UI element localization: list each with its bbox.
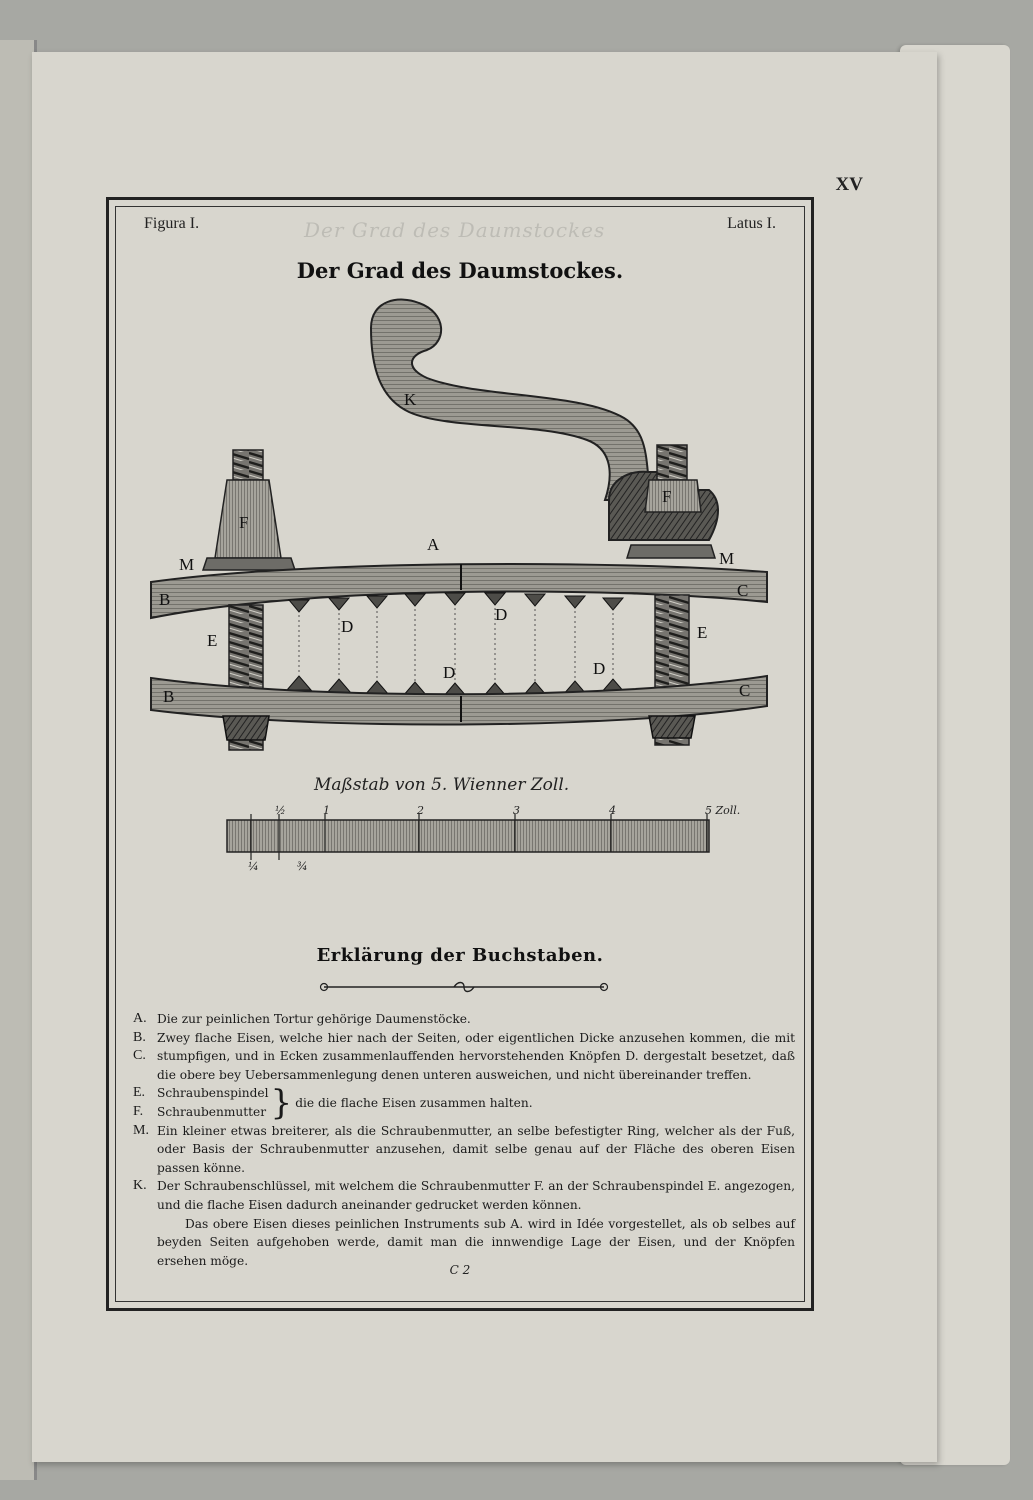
legend-key: A. bbox=[133, 1011, 147, 1026]
label-f-right: F bbox=[662, 487, 672, 506]
legend-text: Zwey flache Eisen, welche hier nach der Seiten, oder eigentlichen Dicke anzusehen kommen, die mit stumpfigen, und in Ecken zusammenlauffenden hervorstehenden Knöpfen D. dergestalt besetzet, daß die obere bey Uebersammenlegung denen unteren ausweichen, und nicht übereinander treffen. bbox=[157, 1030, 795, 1082]
legend-key: M. bbox=[133, 1122, 149, 1138]
label-c-lower: C bbox=[739, 681, 751, 700]
legend-item bbox=[133, 1029, 795, 1085]
legend-item bbox=[133, 1177, 795, 1214]
engraving-frame bbox=[106, 197, 814, 1311]
legend-text: Schraubenspindel bbox=[157, 1086, 269, 1101]
brace-glyph: } bbox=[270, 1082, 293, 1123]
legend-text: Der Schraubenschlüssel, mit welchem die Schraubenmutter F. an der Schraubenspindel E. angezogen, und die flache Eisen dadurch aneinander gedrucket werden können. bbox=[157, 1179, 795, 1212]
label-m-left: M bbox=[179, 555, 195, 574]
left-nut-collar bbox=[203, 558, 295, 570]
signature-mark: C 2 bbox=[449, 1263, 471, 1277]
legend-text: die die flache Eisen zusammen halten. bbox=[295, 1095, 533, 1110]
scale-caption: Maßstab von 5. Wienner Zoll. bbox=[314, 775, 570, 795]
scale-number: ½ bbox=[275, 804, 286, 817]
legend-heading: Erklärung der Buchstaben. bbox=[316, 945, 604, 966]
right-nut bbox=[645, 480, 701, 512]
scale-number: ¾ bbox=[297, 860, 308, 873]
label-d: D bbox=[443, 663, 456, 682]
label-d: D bbox=[341, 617, 354, 636]
show-through-text: Der Grad des Daumstockes bbox=[304, 218, 606, 242]
figure-label: Figura I. bbox=[144, 215, 200, 232]
scale-number: ¼ bbox=[248, 860, 259, 873]
legend-text: Die zur peinlichen Tortur gehörige Daumenstöcke. bbox=[157, 1012, 471, 1026]
scale-number: 3 bbox=[513, 804, 520, 817]
scale-bar bbox=[227, 820, 709, 852]
legend-item-ef bbox=[133, 1084, 795, 1121]
legend-text: Schraubenmutter bbox=[157, 1104, 267, 1119]
legend-key: F. bbox=[133, 1103, 144, 1119]
left-screw-top bbox=[233, 450, 263, 480]
right-foot bbox=[649, 716, 695, 738]
legend-note: Das obere Eisen dieses peinlichen Instruments sub A. wird in Idée vorgestellet, als ob selbes auf beyden Seiten aufgehoben werde, damit man die innwendige Lage der Eisen, und der Knöpfen ersehen möge. bbox=[157, 1216, 795, 1268]
legend-key: B. C. bbox=[133, 1029, 146, 1064]
label-a: A bbox=[427, 535, 440, 554]
plate-title: Der Grad des Daumstockes. bbox=[296, 258, 624, 283]
label-b-lower: B bbox=[163, 687, 175, 706]
legend-text: Ein kleiner etwas breiterer, als die Schraubenmutter, an selbe befestigter Ring, welcher als der Fuß, oder Basis der Schraubenmutter anzusehen, damit selbe genau auf der Fläche des oberen Eisen passen könne. bbox=[157, 1123, 795, 1175]
scale-number: 1 bbox=[323, 804, 330, 817]
scale-number: 2 bbox=[417, 804, 424, 817]
label-e-left: E bbox=[207, 631, 218, 650]
label-c-upper: C bbox=[737, 581, 749, 600]
plate-number: XV bbox=[835, 174, 863, 195]
scale-number: 5 Zoll. bbox=[705, 804, 741, 817]
legend-item bbox=[133, 1122, 795, 1178]
right-nut-collar bbox=[627, 545, 715, 558]
left-foot bbox=[223, 716, 269, 740]
knob-row bbox=[299, 593, 613, 683]
label-m-right: M bbox=[719, 549, 735, 568]
latus-label: Latus I. bbox=[727, 215, 776, 232]
legend-item bbox=[133, 1010, 795, 1029]
label-b-upper: B bbox=[159, 590, 171, 609]
legend-key: K. bbox=[133, 1178, 147, 1194]
right-screw-top bbox=[657, 445, 687, 480]
label-d: D bbox=[495, 605, 508, 624]
label-d: D bbox=[593, 659, 606, 678]
scale-number: 4 bbox=[609, 804, 616, 817]
label-e-right: E bbox=[697, 623, 708, 642]
letter-legend bbox=[133, 1010, 795, 1270]
ornamental-divider bbox=[314, 981, 614, 993]
legend-key: E. bbox=[133, 1085, 146, 1101]
label-k: K bbox=[404, 390, 417, 409]
label-f-left: F bbox=[239, 513, 249, 532]
